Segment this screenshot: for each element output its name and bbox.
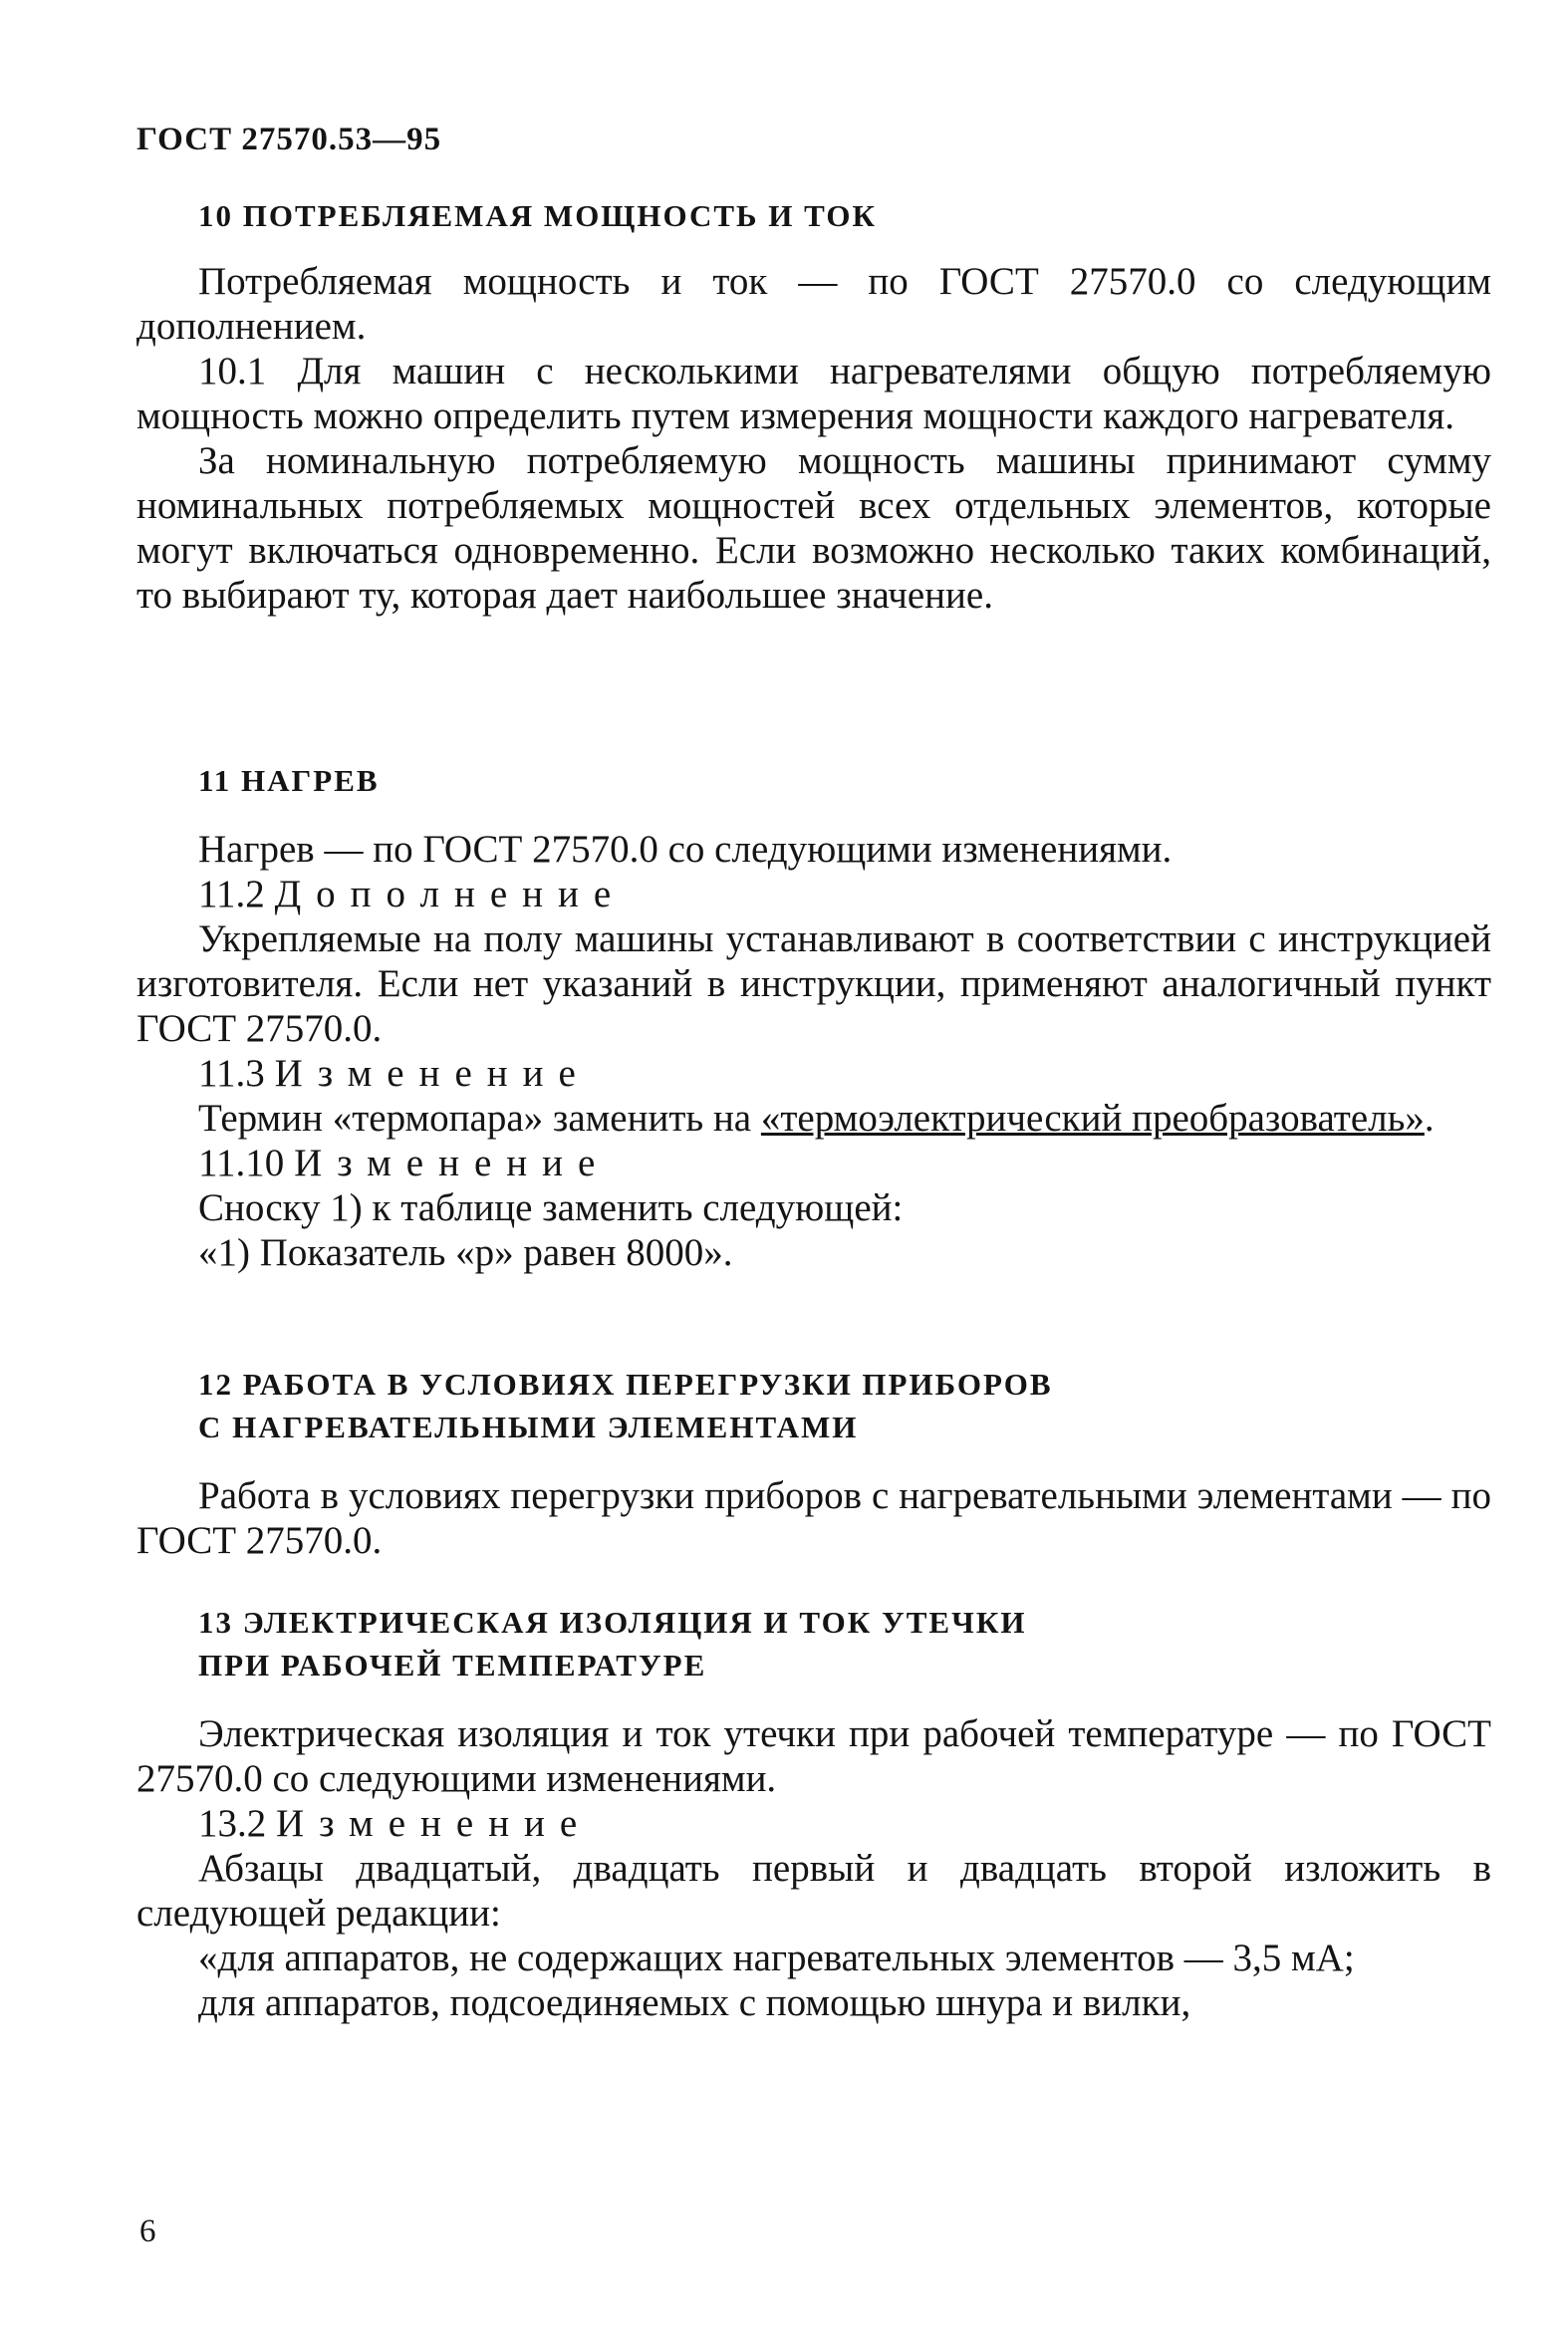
clause-number: 11.10: [198, 1142, 285, 1184]
page-number: 6: [139, 2213, 156, 2249]
section-10-paragraph-1: Потребляемая мощность и ток — по ГОСТ 27570.0 со следующим дополнением.: [136, 260, 1491, 348]
section-11-paragraph-1: Нагрев — по ГОСТ 27570.0 со следующими изменениями.: [198, 828, 1173, 871]
clause-number: 11.2: [198, 873, 265, 915]
section-13-heading: 13 ЭЛЕКТРИЧЕСКАЯ ИЗОЛЯЦИЯ И ТОК УТЕЧКИ ПРИ РАБОЧЕЙ ТЕМПЕРАТУРЕ: [198, 1605, 1027, 1683]
section-10-paragraph-2: 10.1 Для машин с несколькими нагревателями общую потребляемую мощность можно определить путем измерения мощности каждого нагревателя.: [136, 350, 1491, 437]
clause-11-2: [136, 872, 1491, 916]
clause-type: Изменение: [294, 1142, 611, 1184]
clause-11-10: [136, 1141, 1491, 1185]
section-13: [136, 1601, 1491, 2025]
section-12-heading: 12 РАБОТА В УСЛОВИЯХ ПЕРЕГРУЗКИ ПРИБОРОВ С НАГРЕВАТЕЛЬНЫМИ ЭЛЕМЕНТАМИ: [198, 1367, 1053, 1444]
clause-type: Изменение: [276, 1802, 593, 1845]
section-11-paragraph-5: «1) Показатель «р» равен 8000».: [198, 1231, 733, 1274]
clause-13-2: [136, 1801, 1491, 1846]
section-13-paragraph-4: для аппаратов, подсоединяемых с помощью шнура и вилки,: [198, 1981, 1191, 2024]
clause-type: Изменение: [274, 1052, 591, 1095]
section-10-paragraph-3: За номинальную потребляемую мощность машины принимают сумму номинальных потребляемых мощностей всех отдельных элементов, которые могут включаться одновременно. Если возможно несколько таких комбинаций, то выбирают ту, которая дает наибольшее значение.: [136, 439, 1491, 617]
text-fragment: .: [1424, 1097, 1435, 1140]
section-13-paragraph-3: «для аппаратов, не содержащих нагревательных элементов — 3,5 мА;: [198, 1937, 1355, 1979]
section-13-paragraph-1: Электрическая изоляция и ток утечки при рабочей температуре — по ГОСТ 27570.0 со следующими изменениями.: [136, 1712, 1491, 1800]
clause-type: Дополнение: [274, 873, 627, 915]
text-fragment: Термин «термопара» заменить на: [198, 1097, 761, 1140]
section-11: [136, 759, 1491, 1275]
section-13-paragraph-2: Абзацы двадцатый, двадцать первый и двадцать второй изложить в следующей редакции:: [136, 1847, 1491, 1935]
section-11-paragraph-2: Укрепляемые на полу машины устанавливают в соответствии с инструкцией изготовителя. Если нет указаний в инструкции, применяют аналогичный пункт ГОСТ 27570.0.: [136, 917, 1491, 1050]
section-11-paragraph-4: Сноску 1) к таблице заменить следующей:: [198, 1186, 904, 1229]
section-12: [136, 1363, 1491, 1563]
section-11-heading: 11 НАГРЕВ: [198, 763, 380, 798]
section-12-paragraph-1: Работа в условиях перегрузки приборов с нагревательными элементами — по ГОСТ 27570.0.: [136, 1474, 1491, 1562]
clause-number: 13.2: [198, 1802, 267, 1845]
underlined-term: «термоэлектрический преобразователь»: [760, 1097, 1425, 1140]
clause-number: 11.3: [198, 1052, 265, 1095]
section-11-paragraph-3: [136, 1096, 1491, 1141]
clause-11-3: [136, 1051, 1491, 1096]
section-10-heading: 10 ПОТРЕБЛЯЕМАЯ МОЩНОСТЬ И ТОК: [198, 198, 877, 233]
section-10: [136, 194, 1491, 618]
document-header: ГОСТ 27570.53—95: [136, 122, 442, 157]
